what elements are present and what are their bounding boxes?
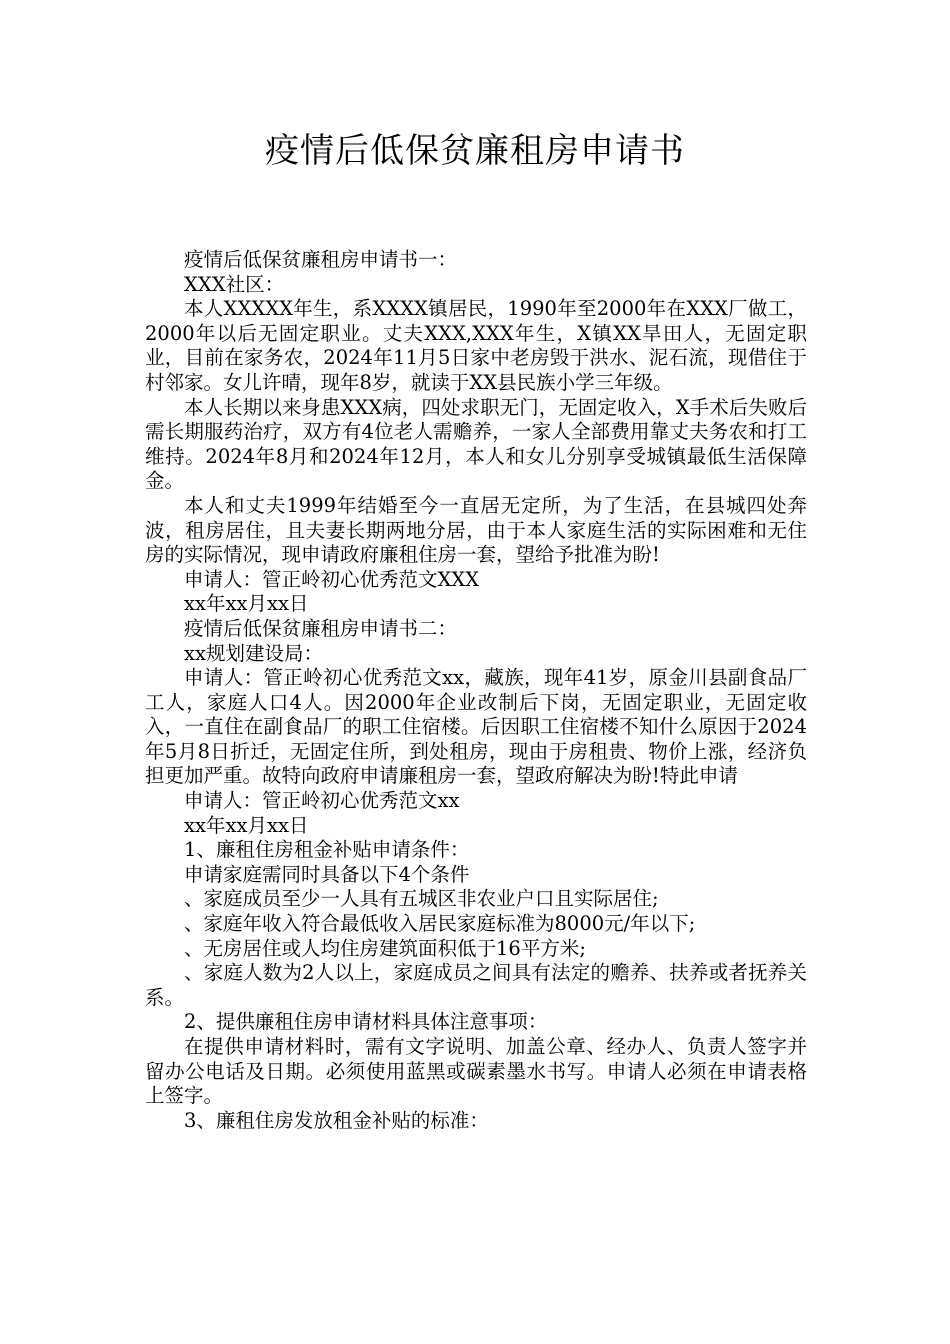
document-title: 疫情后低保贫廉租房申请书: [265, 131, 685, 171]
body-paragraph: 本人长期以来身患XXX病，四处求职无门，无固定收入，X手术后失败后需长期服药治疗，双方有4位老人需赡养，一家人全部费用靠丈夫务农和打工维持。2024年8月和2024年12月，本人和女儿分别享受城镇最低生活保障金。: [145, 395, 807, 493]
section-heading-2: 疫情后低保贫廉租房申请书二：: [184, 616, 458, 640]
section-heading-1: 疫情后低保贫廉租房申请书一：: [184, 248, 458, 271]
standard-heading: 3、廉租住房发放租金补贴的标准：: [184, 1108, 489, 1132]
materials-heading: 2、提供廉租住房申请材料具体注意事项：: [184, 1010, 548, 1034]
body-paragraph: 申请人：管正岭初心优秀范文xx，藏族，现年41岁，原金川县副食品厂工人，家庭人口4人。因2000年企业改制后下岗，无固定职业，无固定收入，一直住在副食品厂的职工住宿楼。后因职工住宿楼不知什么原因于2024年5月8日折迁，无固定住所，到处租房，现由于房租贵、物价上涨，经济负担更加严重。故特向政府申请廉租房一套，望政府解决为盼!特此申请: [145, 666, 807, 788]
body-paragraph: 本人XXXXX年生，系XXXX镇居民，1990年至2000年在XXX厂做工，2000年以后无固定职业。丈夫XXX,XXX年生，X镇XX旱田人，无固定职业，目前在家务农，2024年11月5日家中老房毁于洪水、泥石流，现借住于村邻家。女儿许晴，现年8岁，就读于XX县民族小学三年级。: [145, 297, 807, 394]
body-paragraph: 本人和丈夫1999年结婚至今一直居无定所，为了生活，在县城四处奔波，租房居住，且夫妻长期两地分居，由于本人家庭生活的实际困难和无住房的实际情况，现申请政府廉租住房一套，望给予批准为盼!: [145, 493, 807, 567]
applicant-signature-2: 申请人：管正岭初心优秀范文xx: [184, 789, 460, 813]
condition-item: 、家庭人数为2人以上，家庭成员之间具有法定的赡养、扶养或者抚养关系。: [145, 961, 807, 1009]
condition-item: 、家庭成员至少一人具有五城区非农业户口且实际居住;: [184, 887, 659, 911]
document-body: [145, 248, 807, 1133]
condition-item: 、家庭年收入符合最低收入居民家庭标准为8000元/年以下;: [184, 912, 696, 936]
condition-item: 、无房居住或人均住房建筑面积低于16平方米;: [184, 936, 586, 960]
date-2: xx年xx月xx日: [184, 813, 309, 837]
salutation-1: XXX社区：: [184, 272, 285, 296]
applicant-signature-1: 申请人：管正岭初心优秀范文XXX: [184, 567, 480, 591]
date-1: xx年xx月xx日: [184, 592, 309, 616]
materials-paragraph: 在提供申请材料时，需有文字说明、加盖公章、经办人、负责人签字并留办公电话及日期。必须使用蓝黑或碳素墨水书写。申请人必须在申请表格上签字。: [145, 1035, 807, 1108]
conditions-heading: 1、廉租住房租金补贴申请条件：: [184, 838, 470, 862]
salutation-2: xx规划建设局：: [184, 641, 323, 665]
conditions-intro: 申请家庭需同时具备以下4个条件: [184, 862, 470, 886]
